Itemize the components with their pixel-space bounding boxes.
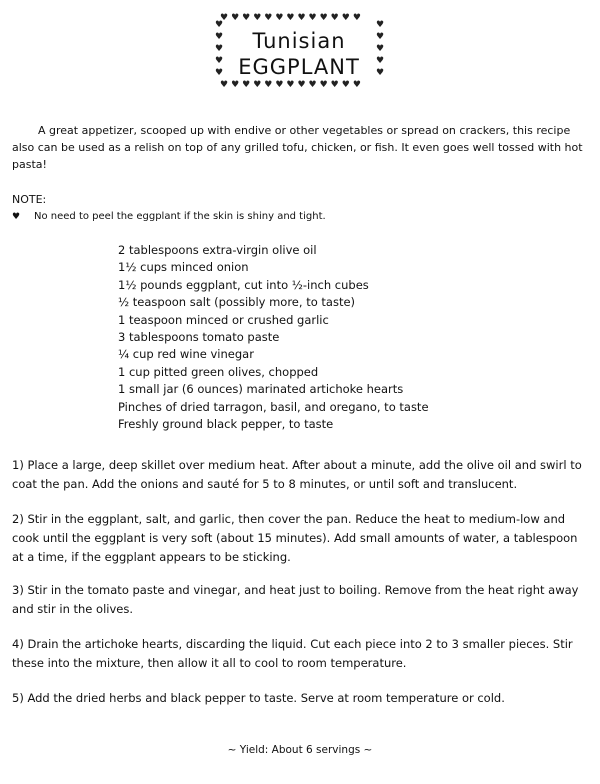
step-3: 3) Stir in the tomato paste and vinegar, and heat just to boiling. Remove from the heat right away and stir in the olives. — [12, 583, 579, 616]
ingredient-item: 1 cup pitted green olives, chopped — [118, 364, 319, 379]
page-title — [214, 28, 384, 80]
heart-border-left-icon: ♥♥♥♥♥ — [214, 20, 224, 80]
ingredient-item: 1½ cups minced onion — [118, 260, 249, 275]
title-line-1: Tunisian — [252, 29, 346, 53]
heart-border-right-icon: ♥♥♥♥♥ — [375, 20, 385, 80]
instruction-steps — [12, 456, 588, 724]
intro-paragraph: A great appetizer, scooped up with endive or other vegetables or spread on crackers, this recipe also can be used as a relish on top of any grilled tofu, chicken, or fish. It even goes well tossed with hot pasta! — [12, 124, 583, 171]
note-item — [12, 211, 326, 222]
heart-border-bottom-icon: ♥♥♥♥♥♥♥♥♥♥♥♥♥ — [220, 80, 364, 90]
ingredient-item: Freshly ground black pepper, to taste — [118, 417, 334, 432]
ingredient-item: Pinches of dried tarragon, basil, and oregano, to taste — [118, 399, 429, 414]
title-line-2: EGGPLANT — [238, 55, 360, 79]
ingredient-item: 1 teaspoon minced or crushed garlic — [118, 312, 329, 327]
ingredient-item: ½ teaspoon salt (possibly more, to taste) — [118, 295, 356, 310]
note-text: No need to peel the eggplant if the skin is shiny and tight. — [34, 211, 326, 222]
heart-bullet-icon: ♥ — [12, 211, 21, 222]
ingredient-item: 1 small jar (6 ounces) marinated artichoke hearts — [118, 382, 404, 397]
yield-text: ~ Yield: About 6 servings ~ — [227, 744, 373, 756]
ingredient-item: ¼ cup red wine vinegar — [118, 347, 254, 362]
ingredient-list — [118, 242, 429, 433]
ingredient-item: 3 tablespoons tomato paste — [118, 330, 280, 345]
ingredient-item: 1½ pounds eggplant, cut into ½-inch cubes — [118, 277, 369, 292]
ingredient-item: 2 tablespoons extra-virgin olive oil — [118, 243, 317, 257]
step-4: 4) Drain the artichoke hearts, discarding the liquid. Cut each piece into 2 to 3 smaller pieces. Stir these into the mixture, then allow it all to cool to room temperature. — [12, 637, 573, 670]
title-box — [214, 14, 384, 90]
step-5: 5) Add the dried herbs and black pepper to taste. Serve at room temperature or cold. — [12, 691, 505, 705]
note-label: NOTE: — [12, 193, 47, 206]
heart-border-top-icon: ♥♥♥♥♥♥♥♥♥♥♥♥♥ — [220, 13, 364, 23]
step-2: 2) Stir in the eggplant, salt, and garlic, then cover the pan. Reduce the heat to medium-low and cook until the eggplant is very soft (about 15 minutes). Add small amounts of water, a tablespoon at a time, if the eggplant appears to be sticking. — [12, 512, 578, 564]
step-1: 1) Place a large, deep skillet over medium heat. After about a minute, add the olive oil and swirl to coat the pan. Add the onions and sauté for 5 to 8 minutes, or until soft and translucent. — [12, 458, 582, 491]
